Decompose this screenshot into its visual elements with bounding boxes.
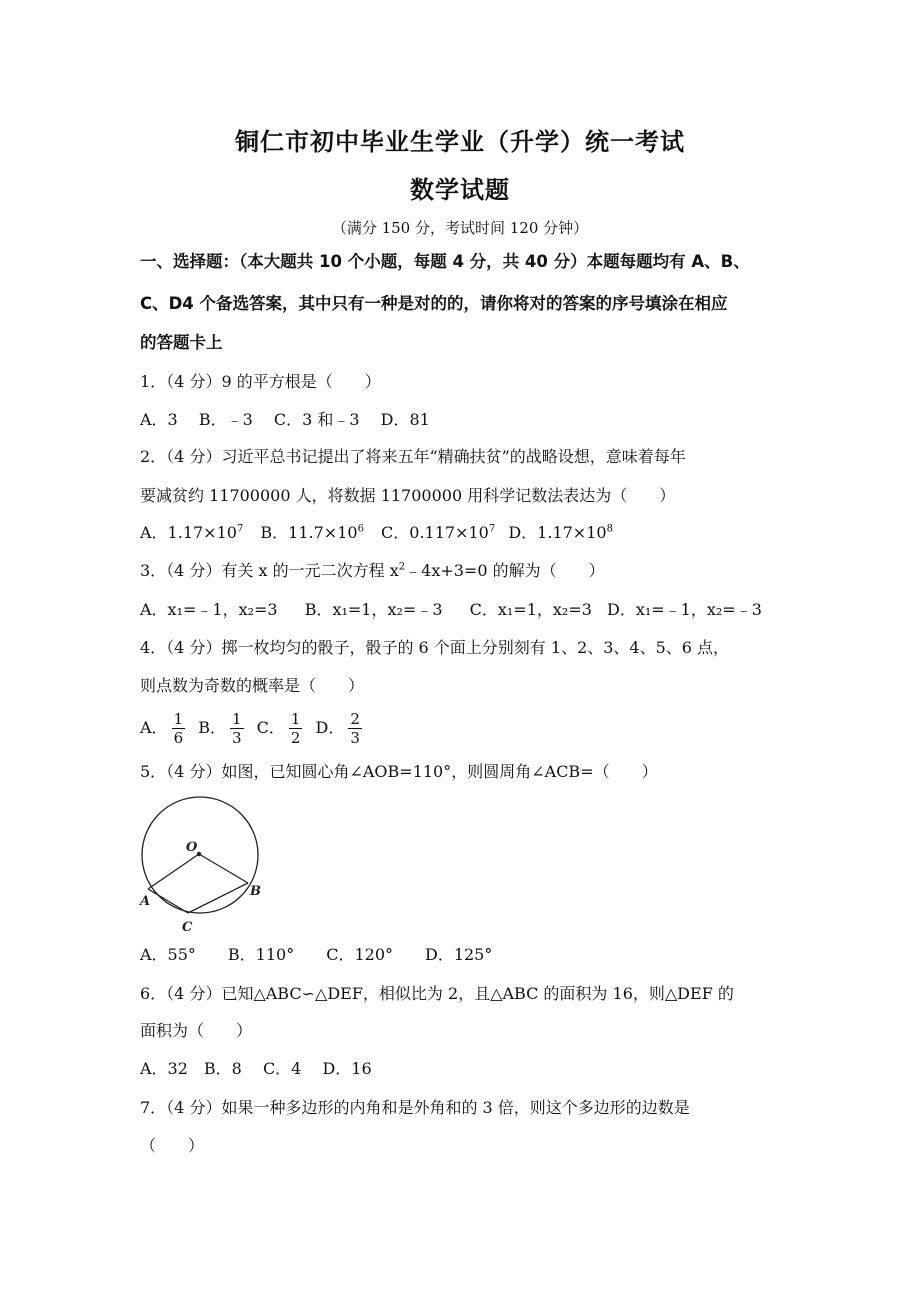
q2-option-a: A．$1.17\times 10^7$ bbox=[140, 523, 244, 542]
q4-stem-line1: 4．（4 分）掷一枚均匀的骰子，骰子的 6 个面上分别刻有 1、2、3、4、5、6 点， bbox=[140, 638, 730, 657]
q2-stem-line1: 2．（4 分）习近平总书记提出了将来五年“精确扶贫”的战略设想，意味着每年 bbox=[140, 447, 686, 466]
section1-instructions-line1: 一、选择题：（本大题共 10 个小题，每题 4 分，共 40 分）本题每题均有 A、B、 bbox=[140, 252, 750, 271]
label-o: O bbox=[186, 840, 198, 855]
q6-stem-line1: 6．（4 分）已知△ABC∽△DEF，相似比为 2，且△ABC 的面积为 16，则△DEF 的 bbox=[140, 984, 734, 1003]
q3-options bbox=[140, 598, 800, 622]
q4-option-a: A． $\frac{1}{6}$ bbox=[140, 710, 184, 747]
fraction: $\frac{2}{3}$ bbox=[350, 710, 360, 747]
chord-ac bbox=[148, 889, 188, 913]
q4-option-d: D． $\frac{2}{3}$ bbox=[315, 710, 360, 747]
section1-instructions-line3: 的答题卡上 bbox=[140, 333, 223, 352]
section1-instructions-line2: C、D4 个备选答案，其中只有一种是对的的，请你将对的答案的序号填涂在相应 bbox=[140, 294, 728, 313]
q3-option-c: C．x₁=1，x₂=3 bbox=[469, 600, 592, 619]
q6-options: A．32 B．8 C．4 D．16 bbox=[140, 1059, 372, 1078]
q2-stem-line2: 要减贫约 11700000 人，将数据 11700000 用科学记数法表达为（ ） bbox=[140, 486, 676, 505]
q3-stem: 3．（4 分）有关 x 的一元二次方程 $x^2﹣4x+3=0$ 的解为（ ） bbox=[140, 561, 605, 580]
q4-option-b: B． $\frac{1}{3}$ bbox=[198, 710, 242, 747]
fraction: $\frac{1}{3}$ bbox=[231, 710, 242, 747]
radius-ob bbox=[199, 854, 248, 883]
radius-oa bbox=[148, 854, 199, 889]
q7-stem-line2: （ ） bbox=[140, 1136, 205, 1155]
fraction: $\frac{1}{2}$ bbox=[290, 710, 301, 747]
q4-options bbox=[140, 706, 800, 750]
label-b: B bbox=[250, 884, 261, 899]
q2-option-d: D．$1.17\times 10^8$ bbox=[508, 523, 613, 542]
q4-option-c: C． $\frac{1}{2}$ bbox=[256, 710, 301, 747]
q3-option-b: B．x₁=1，x₂=﹣3 bbox=[304, 600, 443, 619]
exam-subtitle: 数学试题 bbox=[410, 176, 510, 204]
q2-options bbox=[140, 521, 800, 545]
exam-title: 铜仁市初中毕业生学业（升学）统一考试 bbox=[235, 128, 685, 156]
q1-options: A．3 B．﹣3 C．3 和﹣3 D．81 bbox=[140, 410, 430, 429]
exam-note: （满分 150 分，考试时间 120 分钟） bbox=[331, 219, 589, 237]
q2-option-b: B．$11.7\times 10^6$ bbox=[260, 523, 364, 542]
q3-option-d: D．x₁=﹣1，x₂=﹣3 bbox=[607, 600, 762, 619]
center-point bbox=[197, 852, 201, 856]
q1-stem: 1．（4 分）9 的平方根是（ ） bbox=[140, 372, 381, 391]
fraction: $\frac{1}{6}$ bbox=[173, 710, 184, 747]
circle-angle-figure bbox=[136, 795, 266, 935]
q5-options: A．55° B．110° C．120° D．125° bbox=[140, 945, 493, 964]
q7-stem-line1: 7．（4 分）如果一种多边形的内角和是外角和的 3 倍，则这个多边形的边数是 bbox=[140, 1098, 690, 1117]
label-c: C bbox=[182, 920, 193, 935]
q4-stem-line2: 则点数为奇数的概率是（ ） bbox=[140, 676, 365, 695]
label-a: A bbox=[140, 894, 151, 909]
q2-option-c: C．$0.117\times 10^7$ bbox=[381, 523, 496, 542]
q3-option-a: A．x₁=﹣1，x₂=3 bbox=[140, 600, 278, 619]
q6-stem-line2: 面积为（ ） bbox=[140, 1021, 253, 1040]
q5-stem: 5．（4 分）如图，已知圆心角∠AOB=110°，则圆周角∠ACB=（ ） bbox=[140, 762, 658, 781]
